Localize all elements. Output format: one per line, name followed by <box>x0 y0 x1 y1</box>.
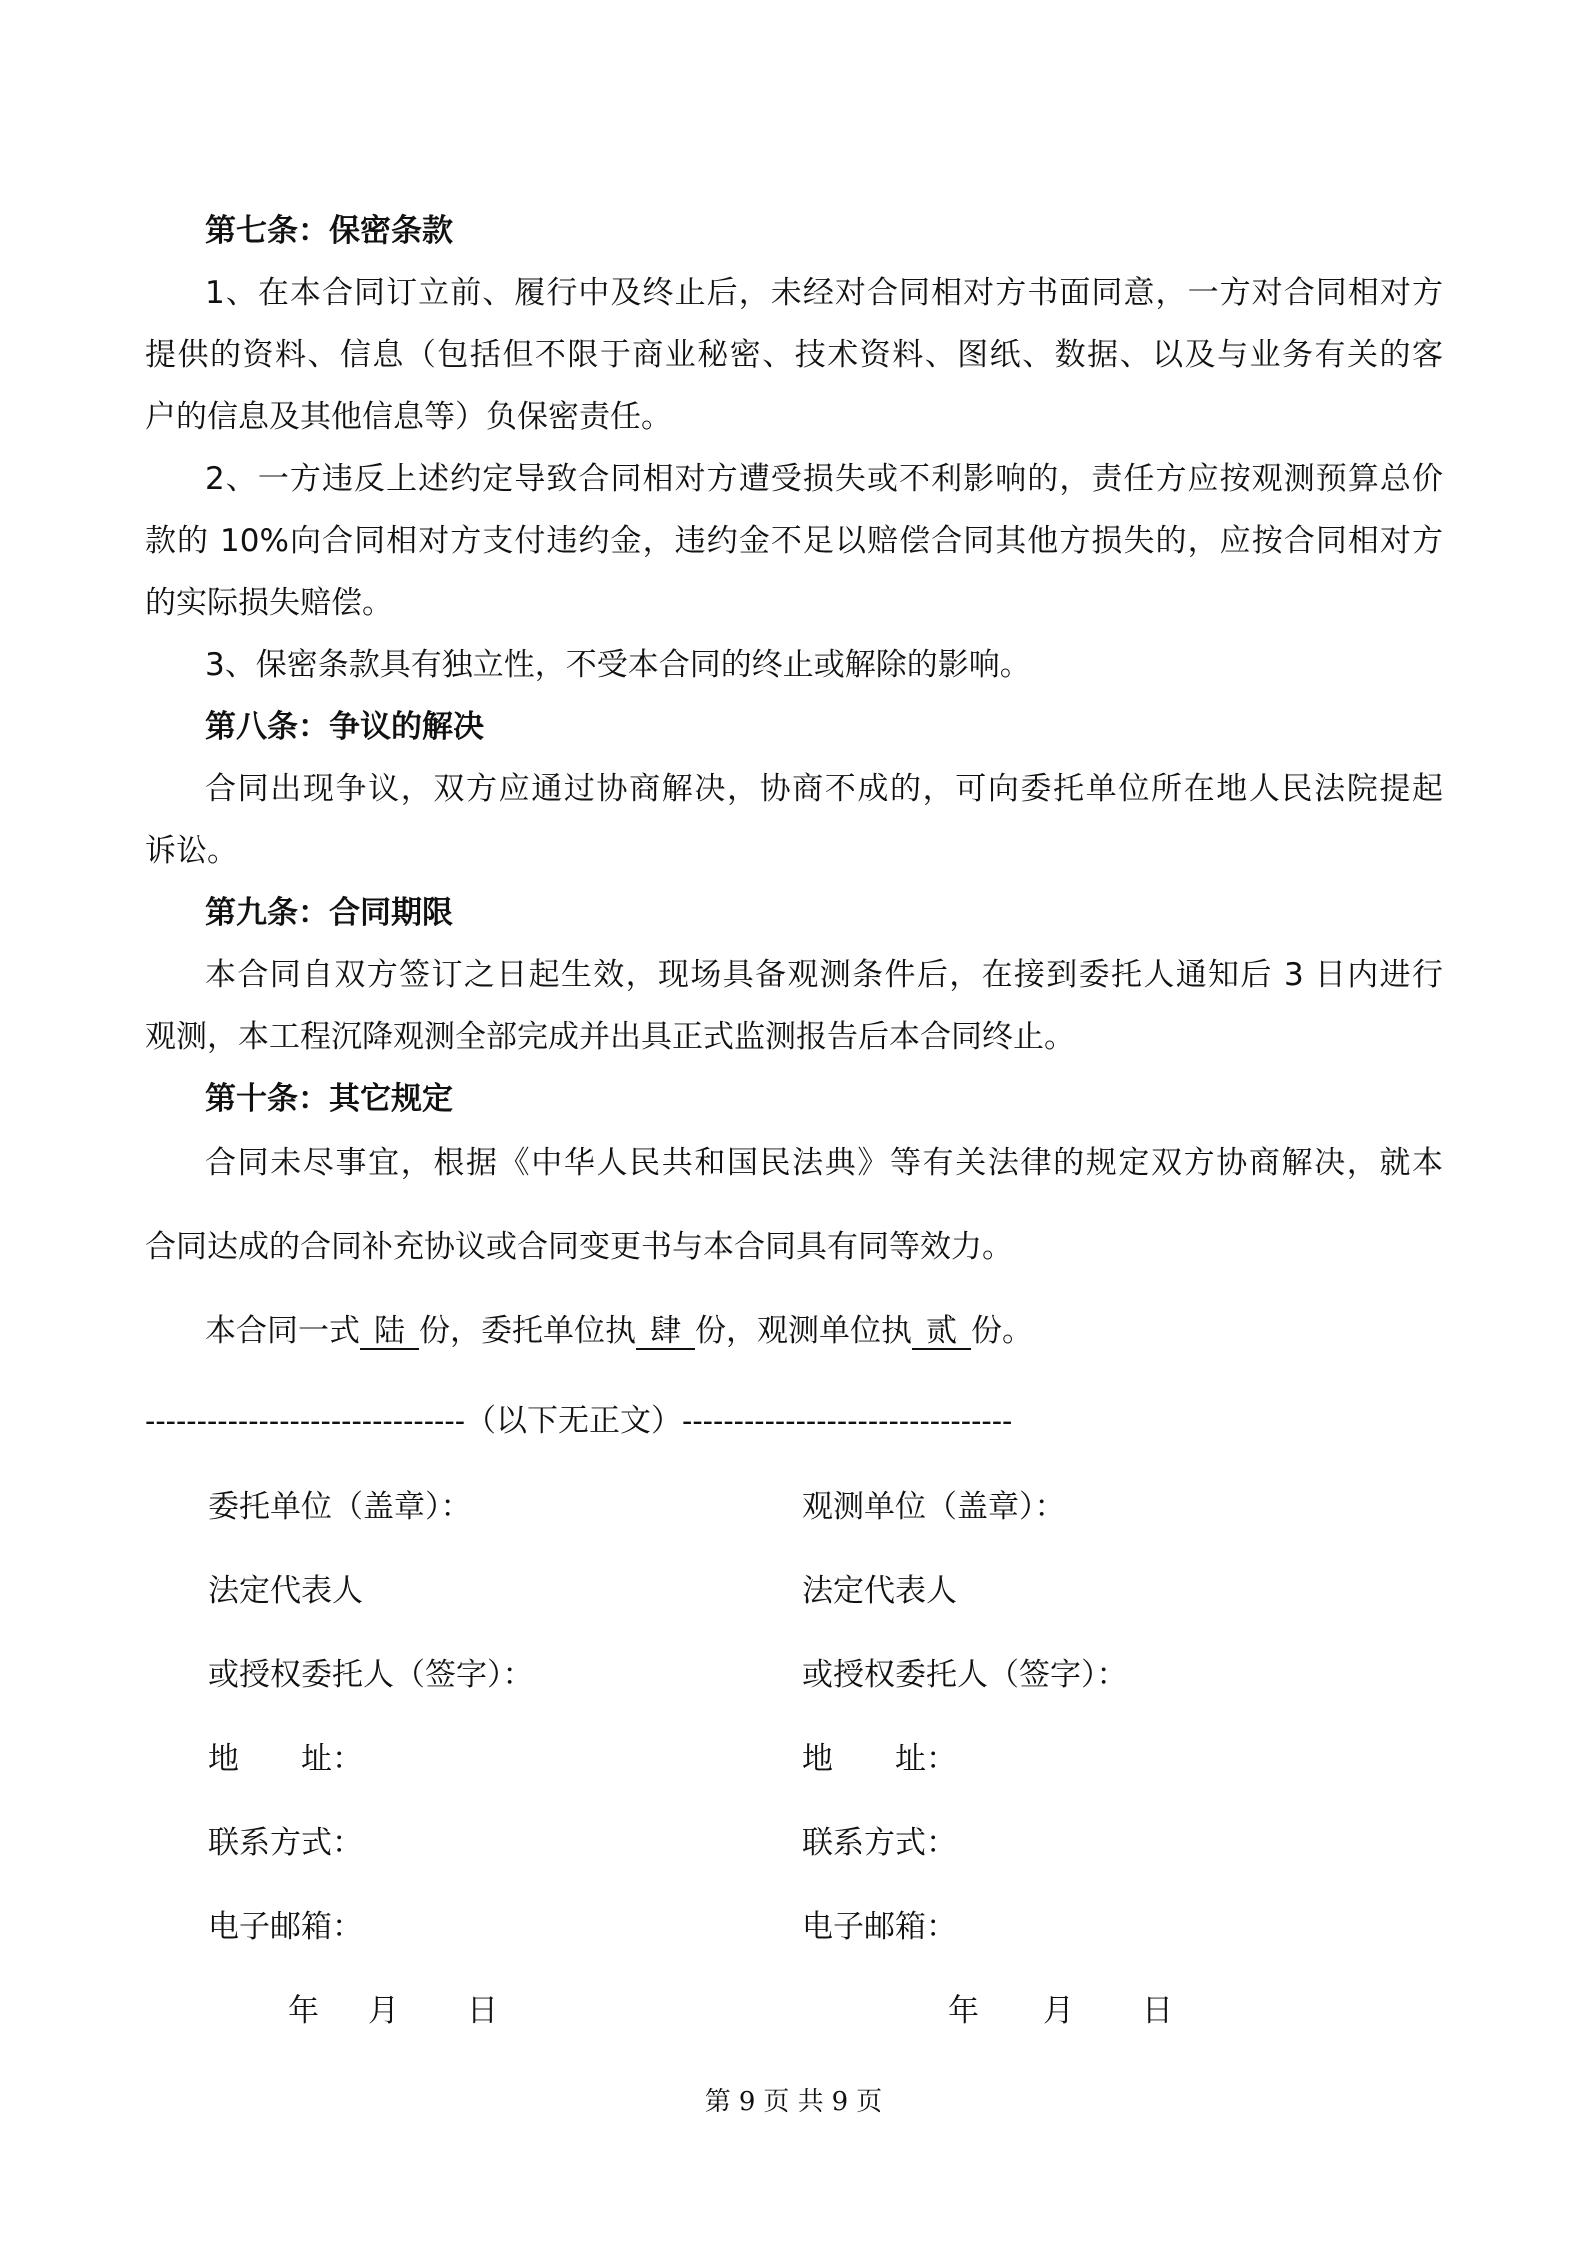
footer-total: 9 <box>831 2087 849 2117</box>
copies-mid2: 份，观测单位执 <box>695 1313 912 1349</box>
article-7-p2-line3: 的实际损失赔偿。 <box>145 585 393 621</box>
footer-page: 9 <box>738 2087 756 2117</box>
observer-date-day: 日 <box>1142 1993 1173 2029</box>
client-address-label: 地 址： <box>208 1741 363 1777</box>
copies-statement <box>205 1310 1443 1352</box>
article-8-line1: 合同出现争议，双方应通过协商解决，协商不成的，可向委托单位所在地人民法院提起 <box>205 771 1443 807</box>
client-date-year: 年 <box>288 1993 319 2029</box>
client-email-label: 电子邮箱： <box>208 1909 363 1945</box>
client-date-month: 月 <box>368 1993 399 2029</box>
article-10-heading: 第十条：其它规定 <box>205 1081 453 1117</box>
observer-contact-label: 联系方式： <box>802 1825 957 1861</box>
copies-mid1: 份，委托单位执 <box>419 1313 636 1349</box>
article-10-line1: 合同未尽事宜，根据《中华人民共和国民法典》等有关法律的规定双方协商解决，就本 <box>205 1145 1443 1181</box>
article-7-p2-line2: 款的 10%向合同相对方支付违约金，违约金不足以赔偿合同其他方损失的，应按合同相对方 <box>145 523 1443 559</box>
observer-date-month: 月 <box>1043 1993 1074 2029</box>
copies-prefix: 本合同一式 <box>205 1313 360 1349</box>
article-9-heading: 第九条：合同期限 <box>205 895 453 931</box>
footer-mid: 页 共 <box>763 2087 824 2117</box>
article-8-line2: 诉讼。 <box>145 833 238 869</box>
client-agent-label: 或授权委托人（签字）： <box>208 1657 534 1693</box>
observer-email-label: 电子邮箱： <box>802 1909 957 1945</box>
footer-prefix: 第 <box>704 2087 731 2117</box>
observer-date-year: 年 <box>948 1993 979 2029</box>
observer-rep-label: 法定代表人 <box>802 1573 957 1609</box>
article-7-heading: 第七条：保密条款 <box>205 213 453 249</box>
article-10-line2: 合同达成的合同补充协议或合同变更书与本合同具有同等效力。 <box>145 1229 1013 1265</box>
article-7-p1-line2: 提供的资料、信息（包括但不限于商业秘密、技术资料、图纸、数据、以及与业务有关的客 <box>145 337 1443 373</box>
client-date-day: 日 <box>467 1993 498 2029</box>
footer-suffix: 页 <box>856 2087 883 2117</box>
copies-client: 肆 <box>636 1314 695 1350</box>
article-7-p3: 3、保密条款具有独立性，不受本合同的终止或解除的影响。 <box>205 647 1031 683</box>
article-9-line1: 本合同自双方签订之日起生效，现场具备观测条件后，在接到委托人通知后 3 日内进行 <box>205 957 1443 993</box>
end-of-text-divider: -------------------------------（以下无正文）-------------------------------- <box>145 1403 1013 1438</box>
article-7-p1-line3: 户的信息及其他信息等）负保密责任。 <box>145 399 672 435</box>
copies-total: 陆 <box>360 1314 419 1350</box>
client-rep-label: 法定代表人 <box>208 1573 363 1609</box>
copies-observer: 贰 <box>912 1314 971 1350</box>
observer-address-label: 地 址： <box>802 1741 957 1777</box>
client-contact-label: 联系方式： <box>208 1825 363 1861</box>
article-7-p2-line1: 2、一方违反上述约定导致合同相对方遭受损失或不利影响的，责任方应按观测预算总价 <box>205 461 1443 497</box>
client-unit-label: 委托单位（盖章）： <box>208 1489 472 1525</box>
article-8-heading: 第八条：争议的解决 <box>205 709 484 745</box>
copies-suffix: 份。 <box>971 1313 1033 1349</box>
article-9-line2: 观测，本工程沉降观测全部完成并出具正式监测报告后本合同终止。 <box>145 1019 1075 1055</box>
page-number-footer <box>0 2084 1587 2120</box>
article-7-p1-line1: 1、在本合同订立前、履行中及终止后，未经对合同相对方书面同意，一方对合同相对方 <box>205 275 1443 311</box>
observer-agent-label: 或授权委托人（签字）： <box>802 1657 1128 1693</box>
observer-unit-label: 观测单位（盖章）： <box>802 1489 1066 1525</box>
